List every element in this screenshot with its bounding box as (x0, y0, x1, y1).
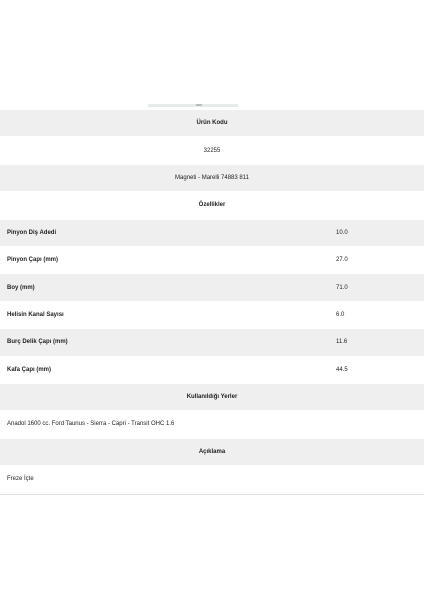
spec-table (0, 109, 424, 492)
feature-row (0, 219, 424, 246)
feature-label: Boy (mm) (0, 274, 333, 301)
description-text: Freze İçte (0, 466, 424, 493)
product-code-header: Ürün Kodu (0, 110, 424, 137)
feature-row (0, 246, 424, 273)
feature-label: Burç Delik Çapı (mm) (0, 329, 333, 356)
product-code-value: 32255 (0, 137, 424, 164)
top-tab-indicator (148, 104, 238, 107)
feature-value: 71.0 (333, 274, 424, 301)
feature-row (0, 356, 424, 383)
feature-label: Helisin Kanal Sayısı (0, 301, 333, 328)
oem-value: Magneti - Marelli 74883 811 (0, 164, 424, 191)
feature-row (0, 301, 424, 328)
feature-value: 11.6 (333, 329, 424, 356)
features-header: Özellikler (0, 192, 424, 219)
feature-label: Kafa Çapı (mm) (0, 356, 333, 383)
description-row (0, 466, 424, 493)
usage-text: Anadol 1600 cc. Ford Taunus - Sierra - Capri - Transit OHC 1.6 (0, 411, 424, 438)
usage-header-row (0, 383, 424, 410)
feature-label: Pinyon Çapı (mm) (0, 246, 333, 273)
product-code-row (0, 137, 424, 164)
feature-row (0, 274, 424, 301)
feature-row (0, 329, 424, 356)
feature-value: 6.0 (333, 301, 424, 328)
feature-value: 44.5 (333, 356, 424, 383)
usage-header: Kullanıldığı Yerler (0, 383, 424, 410)
description-header-row (0, 438, 424, 465)
product-code-header-row (0, 110, 424, 137)
table-bottom-divider (0, 494, 424, 495)
indicator-dot (196, 104, 202, 106)
usage-row (0, 411, 424, 438)
feature-value: 27.0 (333, 246, 424, 273)
feature-label: Pinyon Diş Adedi (0, 219, 333, 246)
description-header: Açıklama (0, 438, 424, 465)
oem-row (0, 164, 424, 191)
feature-value: 10.0 (333, 219, 424, 246)
features-header-row (0, 192, 424, 219)
